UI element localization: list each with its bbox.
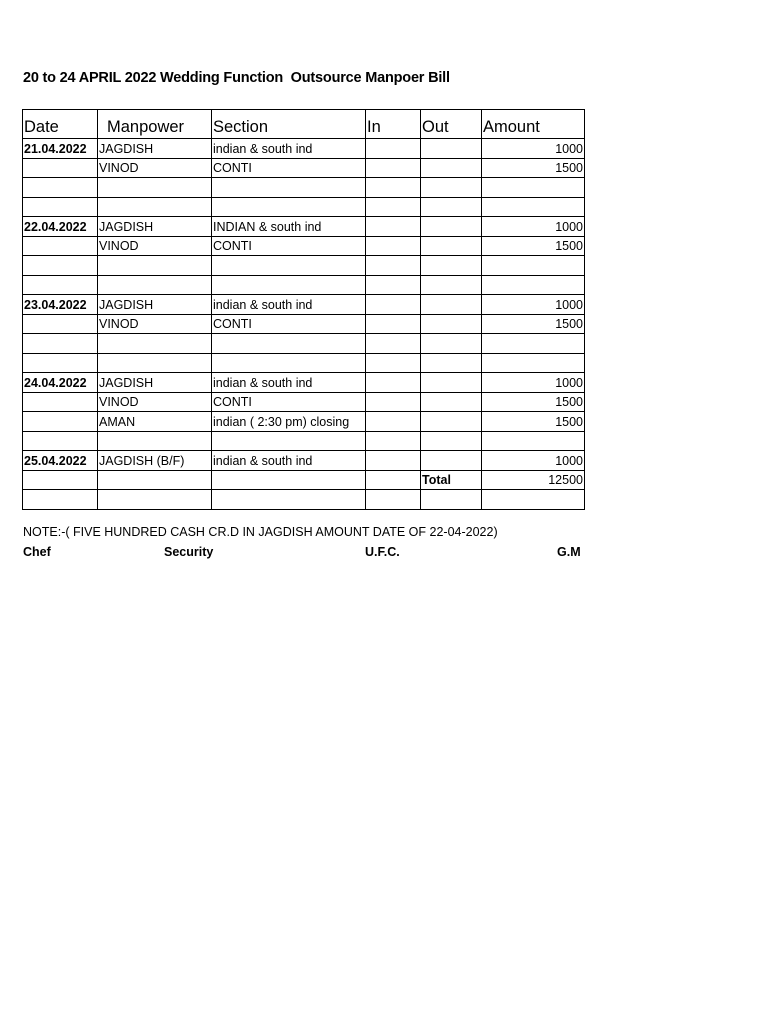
table-row (23, 256, 585, 276)
cell-in (366, 490, 421, 510)
cell-manpower: JAGDISH (98, 295, 212, 315)
cell-date (23, 431, 98, 451)
column-header-out: Out (421, 110, 482, 139)
cell-manpower (98, 470, 212, 490)
cell-date (23, 470, 98, 490)
cell-in (366, 197, 421, 217)
cell-amount: 1500 (482, 314, 585, 334)
cell-manpower: JAGDISH (B/F) (98, 451, 212, 471)
cell-amount (482, 431, 585, 451)
cell-amount (482, 490, 585, 510)
cell-in (366, 295, 421, 315)
table-header-row (23, 110, 585, 139)
cell-date (23, 178, 98, 198)
cell-in (366, 373, 421, 393)
cell-amount: 1500 (482, 158, 585, 178)
cell-date (23, 353, 98, 373)
cell-amount (482, 256, 585, 276)
cell-in (366, 431, 421, 451)
cell-out (421, 139, 482, 159)
cell-section (212, 197, 366, 217)
note-text: NOTE:-( FIVE HUNDRED CASH CR.D IN JAGDISH AMOUNT DATE OF 22-04-2022) (23, 525, 498, 539)
cell-amount: 1000 (482, 217, 585, 237)
cell-out (421, 490, 482, 510)
cell-manpower (98, 256, 212, 276)
cell-out (421, 178, 482, 198)
cell-section: CONTI (212, 236, 366, 256)
cell-section: indian & south ind (212, 451, 366, 471)
cell-section (212, 431, 366, 451)
cell-amount (482, 334, 585, 354)
cell-date: 24.04.2022 (23, 373, 98, 393)
cell-date (23, 334, 98, 354)
cell-section: CONTI (212, 392, 366, 412)
table-row (23, 236, 585, 256)
cell-amount: 1500 (482, 412, 585, 432)
cell-date (23, 490, 98, 510)
cell-amount (482, 353, 585, 373)
cell-date: 21.04.2022 (23, 139, 98, 159)
cell-out (421, 451, 482, 471)
column-header-manpower: Manpower (98, 110, 212, 139)
cell-section (212, 490, 366, 510)
cell-date: 25.04.2022 (23, 451, 98, 471)
cell-manpower: VINOD (98, 236, 212, 256)
signature-security: Security (164, 545, 214, 559)
table-row (23, 197, 585, 217)
cell-manpower: VINOD (98, 392, 212, 412)
cell-in (366, 275, 421, 295)
cell-out (421, 392, 482, 412)
table-body (23, 139, 585, 510)
column-header-section: Section (212, 110, 366, 139)
cell-out (421, 334, 482, 354)
table-row (23, 139, 585, 159)
cell-section (212, 334, 366, 354)
column-header-in: In (366, 110, 421, 139)
table-row (23, 295, 585, 315)
cell-manpower: JAGDISH (98, 373, 212, 393)
cell-section (212, 353, 366, 373)
cell-in (366, 353, 421, 373)
cell-in (366, 451, 421, 471)
cell-date: 22.04.2022 (23, 217, 98, 237)
cell-in (366, 314, 421, 334)
table-row (23, 490, 585, 510)
cell-out (421, 431, 482, 451)
cell-date (23, 275, 98, 295)
cell-out (421, 353, 482, 373)
cell-section: INDIAN & south ind (212, 217, 366, 237)
cell-manpower (98, 178, 212, 198)
cell-amount: 1500 (482, 392, 585, 412)
cell-section: CONTI (212, 314, 366, 334)
cell-date: 23.04.2022 (23, 295, 98, 315)
cell-date (23, 236, 98, 256)
cell-section: indian & south ind (212, 139, 366, 159)
table-row (23, 373, 585, 393)
cell-in (366, 256, 421, 276)
cell-section: indian & south ind (212, 295, 366, 315)
cell-manpower (98, 431, 212, 451)
cell-manpower: AMAN (98, 412, 212, 432)
cell-out (421, 158, 482, 178)
signature-ufc: U.F.C. (365, 545, 400, 559)
table-row (23, 451, 585, 471)
cell-amount: 1000 (482, 139, 585, 159)
cell-manpower: VINOD (98, 158, 212, 178)
cell-out (421, 197, 482, 217)
cell-amount (482, 197, 585, 217)
column-header-date: Date (23, 110, 98, 139)
document-title: 20 to 24 APRIL 2022 Wedding Function Outsource Manpoer Bill (23, 70, 450, 86)
table-row (23, 470, 585, 490)
table-row (23, 412, 585, 432)
table-row (23, 431, 585, 451)
cell-manpower: JAGDISH (98, 217, 212, 237)
cell-out: Total (421, 470, 482, 490)
cell-manpower: VINOD (98, 314, 212, 334)
cell-section: indian ( 2:30 pm) closing (212, 412, 366, 432)
cell-in (366, 158, 421, 178)
signature-gm: G.M (557, 545, 581, 559)
cell-in (366, 470, 421, 490)
cell-amount: 1000 (482, 451, 585, 471)
table-row (23, 392, 585, 412)
table-row (23, 217, 585, 237)
cell-out (421, 236, 482, 256)
cell-amount: 1000 (482, 295, 585, 315)
cell-amount (482, 178, 585, 198)
table-row (23, 158, 585, 178)
cell-in (366, 139, 421, 159)
cell-manpower (98, 197, 212, 217)
table-row (23, 334, 585, 354)
cell-manpower (98, 490, 212, 510)
cell-out (421, 314, 482, 334)
cell-manpower: JAGDISH (98, 139, 212, 159)
cell-in (366, 392, 421, 412)
cell-out (421, 373, 482, 393)
cell-amount: 1000 (482, 373, 585, 393)
cell-amount (482, 275, 585, 295)
cell-amount: 12500 (482, 470, 585, 490)
cell-manpower (98, 275, 212, 295)
table-row (23, 178, 585, 198)
cell-out (421, 256, 482, 276)
table-row (23, 353, 585, 373)
cell-date (23, 158, 98, 178)
cell-in (366, 217, 421, 237)
cell-out (421, 275, 482, 295)
cell-section (212, 178, 366, 198)
cell-section: CONTI (212, 158, 366, 178)
column-header-amount: Amount (482, 110, 585, 139)
cell-manpower (98, 353, 212, 373)
cell-in (366, 178, 421, 198)
cell-date (23, 392, 98, 412)
cell-in (366, 334, 421, 354)
cell-section (212, 256, 366, 276)
signature-chef: Chef (23, 545, 51, 559)
cell-in (366, 412, 421, 432)
cell-date (23, 314, 98, 334)
cell-section (212, 275, 366, 295)
cell-manpower (98, 334, 212, 354)
cell-date (23, 256, 98, 276)
cell-date (23, 197, 98, 217)
table-row (23, 314, 585, 334)
cell-section: indian & south ind (212, 373, 366, 393)
cell-out (421, 217, 482, 237)
cell-out (421, 412, 482, 432)
cell-date (23, 412, 98, 432)
manpower-bill-table (22, 109, 585, 510)
table-row (23, 275, 585, 295)
cell-amount: 1500 (482, 236, 585, 256)
cell-out (421, 295, 482, 315)
cell-section (212, 470, 366, 490)
cell-in (366, 236, 421, 256)
